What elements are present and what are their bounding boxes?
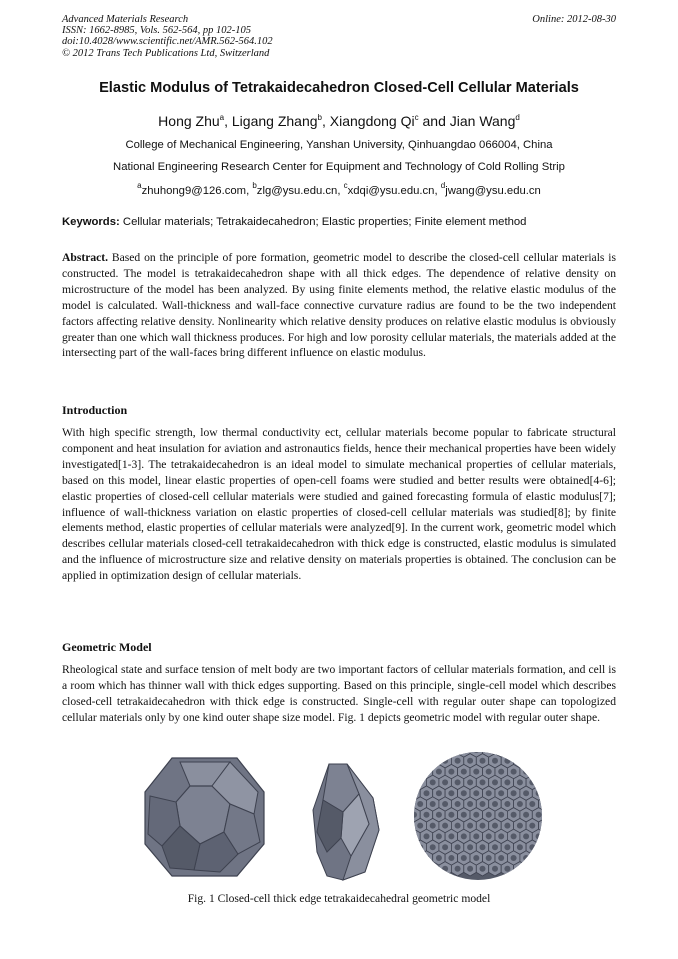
- email-sup: c: [343, 181, 348, 190]
- email-address[interactable]: xdqi@ysu.edu.cn: [347, 185, 435, 197]
- assembly-cell-pore: [517, 823, 523, 829]
- assembly-cell-pore: [511, 833, 517, 839]
- assembly-cell-pore: [442, 779, 448, 785]
- assembly-cell-pore: [492, 823, 498, 829]
- affiliation-college: College of Mechanical Engineering, Yanshan University, Qinhuangdao 066004, China: [125, 139, 553, 151]
- assembly-cell-pore: [442, 823, 448, 829]
- assembly-cell-pore: [517, 758, 523, 764]
- assembly-cell-pore: [424, 769, 430, 775]
- email-sup: b: [252, 181, 257, 190]
- email-separator: ,: [337, 185, 344, 197]
- assembly-cell-pore: [417, 844, 423, 850]
- geometric-model-text: Rheological state and surface tension of melt body are two important factors of cellular materials formation, and cell is a room which has thinner wall with thick edges supporting. Based on this principle, single-cell model which describes closed-cell tetrakaidecahedron with thick edge is constructed. Single-cell with regular outer shape can topologized cellular materials only by one kind outer shape size model. Fig. 1 depicts geometric model with regular outer shape.: [62, 663, 616, 724]
- assembly-cell-pore: [498, 855, 504, 861]
- assembly-cell-pore: [542, 801, 544, 807]
- author-name: Hong Zhu: [158, 113, 220, 129]
- assembly-cell-pore: [455, 844, 461, 850]
- assembly-cell-pore: [517, 801, 523, 807]
- author-name: Ligang Zhang: [231, 113, 318, 129]
- assembly-cell-pore: [424, 855, 430, 861]
- assembly-cell-pore: [486, 833, 492, 839]
- affiliation-center: National Engineering Research Center for Equipment and Technology of Cold Rolling Strip: [113, 161, 565, 173]
- email-sup: d: [440, 181, 446, 190]
- journal-name: Advanced Materials Research: [62, 14, 189, 25]
- assembly-cell-pore: [517, 844, 523, 850]
- email-separator: ,: [246, 185, 253, 197]
- assembly-cell-pore: [455, 866, 461, 872]
- assembly-cell-pore: [486, 855, 492, 861]
- assembly-cell-pore: [529, 779, 535, 785]
- assembly-cell-pore: [442, 801, 448, 807]
- assembly-cell-pore: [480, 823, 486, 829]
- author-sup: c: [414, 113, 419, 122]
- assembly-cell-pore: [523, 790, 529, 796]
- assembly-cell-pore: [436, 855, 442, 861]
- assembly-cell-pore: [467, 844, 473, 850]
- assembly-cell-pore: [417, 801, 423, 807]
- assembly-cell-pore: [467, 758, 473, 764]
- assembly-cell-pore: [461, 747, 467, 753]
- assembly-cell-pore: [430, 823, 436, 829]
- assembly-cell-pore: [517, 779, 523, 785]
- assembly-cell-pore: [448, 855, 454, 861]
- assembly-cell-pore: [461, 769, 467, 775]
- assembly-cell-pore: [424, 790, 430, 796]
- author-sup: b: [317, 113, 322, 122]
- assembly-cell-pore: [498, 747, 504, 753]
- figure-caption: Fig. 1 Closed-cell thick edge tetrakaidecahedral geometric model: [187, 892, 491, 905]
- assembly-cell-pore: [511, 790, 517, 796]
- assembly-cell-pore: [529, 823, 535, 829]
- assembly-cell-pore: [442, 758, 448, 764]
- author-separator: and: [418, 113, 450, 129]
- assembly-cell-pore: [473, 747, 479, 753]
- journal-issn: ISSN: 1662-8985, Vols. 562-564, pp 102-105: [62, 25, 251, 37]
- email-list: [40, 181, 638, 197]
- assembly-cell-pore: [523, 812, 529, 818]
- author-separator: ,: [321, 113, 330, 129]
- assembly-cell-pore: [430, 866, 436, 872]
- author-sup: a: [219, 113, 225, 122]
- assembly-cell-pore: [461, 790, 467, 796]
- assembly-cell-pore: [455, 801, 461, 807]
- assembly-cell-pore: [486, 812, 492, 818]
- tetrakaidecahedron-cell-image: [142, 752, 267, 882]
- assembly-cell-pore: [442, 866, 448, 872]
- keywords-label: Keywords:: [62, 216, 120, 228]
- assembly-cell-pore: [473, 769, 479, 775]
- assembly-cell-pore: [417, 779, 423, 785]
- assembly-cell-pore: [436, 769, 442, 775]
- assembly-cell-pore: [480, 779, 486, 785]
- assembly-cell-pore: [467, 801, 473, 807]
- assembly-cell-pore: [492, 866, 498, 872]
- assembly-cell-pore: [523, 855, 529, 861]
- cellular-assembly-image: [412, 746, 544, 886]
- assembly-cell-pore: [455, 758, 461, 764]
- assembly-cell-pore: [442, 844, 448, 850]
- assembly-cell-pore: [498, 833, 504, 839]
- assembly-cell-pore: [467, 823, 473, 829]
- assembly-cell-pore: [529, 801, 535, 807]
- assembly-cell-pore: [504, 866, 510, 872]
- assembly-cell-pore: [523, 833, 529, 839]
- assembly-cell-pore: [480, 844, 486, 850]
- assembly-cell-pore: [461, 812, 467, 818]
- assembly-cell-pore: [424, 833, 430, 839]
- assembly-cell-pore: [486, 790, 492, 796]
- assembly-cell-pore: [430, 844, 436, 850]
- assembly-cell-pore: [480, 866, 486, 872]
- assembly-cell-pore: [529, 844, 535, 850]
- assembly-cell-pore: [504, 844, 510, 850]
- assembly-cell-pore: [504, 823, 510, 829]
- online-date: Online: 2012-08-30: [532, 14, 616, 25]
- assembly-cell-pore: [498, 790, 504, 796]
- abstract-label: Abstract.: [62, 251, 109, 264]
- assembly-cell-pore: [448, 769, 454, 775]
- assembly-cell-pore: [504, 801, 510, 807]
- assembly-cell-pore: [542, 823, 544, 829]
- assembly-cell: [414, 840, 427, 854]
- email-address[interactable]: zhuhong9@126.com: [141, 185, 247, 197]
- assembly-cell-pore: [473, 790, 479, 796]
- assembly-cell-pore: [448, 790, 454, 796]
- journal-doi: doi:10.4028/www.scientific.net/AMR.562-564.102: [62, 36, 273, 48]
- assembly-cell-pore: [448, 812, 454, 818]
- paper-title: Elastic Modulus of Tetrakaidecahedron Closed-Cell Cellular Materials: [99, 80, 579, 96]
- assembly-cell-pore: [517, 866, 523, 872]
- assembly-cell-pore: [536, 790, 542, 796]
- journal-copyright: © 2012 Trans Tech Publications Ltd, Switzerland: [62, 47, 270, 59]
- assembly-cell-pore: [473, 833, 479, 839]
- assembly-cell-pore: [473, 812, 479, 818]
- assembly-cell-pore: [536, 833, 542, 839]
- assembly-cell-pore: [467, 866, 473, 872]
- assembly-cell-pore: [424, 812, 430, 818]
- assembly-cell-pore: [523, 769, 529, 775]
- assembly-cell-pore: [467, 779, 473, 785]
- keywords: [62, 216, 622, 228]
- assembly-cell-pore: [511, 855, 517, 861]
- assembly-cell: [420, 851, 433, 865]
- assembly-cell-pore: [498, 769, 504, 775]
- assembly-cell-pore: [536, 812, 542, 818]
- assembly-cell-pore: [461, 855, 467, 861]
- assembly-cell-pore: [504, 758, 510, 764]
- assembly-cell-pore: [417, 823, 423, 829]
- author-sup: d: [515, 113, 520, 122]
- assembly-cell-pore: [492, 801, 498, 807]
- email-sup: a: [137, 181, 142, 190]
- assembly-cell-pore: [511, 769, 517, 775]
- assembly-cell-pore: [455, 823, 461, 829]
- abstract-text: Based on the principle of pore formation, geometric model to describe the closed-cell cellular materials is constructed. The model is tetrakaidecahedron shape with all thick edges. The dependence of relative density on microstructure of the model has been analyzed. By using finite elements method, the relative elastic modulus of the model is calculated. Wall-thickness and wall-face connective curvature radius are found to be the two independent factors affecting relative density. Nonlinearity which relative density produces on relative elastic modulus is obviously greater than one which wall thickness produces. For high and low porosity cellular materials, the materials added at the intersecting part of the wall-faces bring different influence on elastic modulus.: [62, 251, 616, 360]
- assembly-cell-pore: [486, 747, 492, 753]
- assembly-cell-pore: [430, 779, 436, 785]
- assembly-cell-pore: [504, 779, 510, 785]
- assembly-cell-pore: [436, 812, 442, 818]
- author-list: [40, 113, 638, 129]
- journal-header: [62, 14, 273, 59]
- assembly-cell-pore: [412, 790, 417, 796]
- assembly-cell-pore: [492, 779, 498, 785]
- introduction-text: With high specific strength, low thermal conductivity ect, cellular materials become popular to fabricate structural component and heat insulation for aviation and astronautics fields, hence their mechanical properties have been widely investigated[1-3]. The tetrakaidecahedron is an ideal model to simulate mechanical properties of cellular materials, based on this model, linear elastic properties of open-cell foams were studied and better results were obtained[4-6]; elastic properties of closed-cell cellular materials were studied and gained forecasting formula of elastic modulus[7]; influence of wall-thickness variation on elastic properties of closed-cell cellular materials was studied[8]; by finite elements method, elastic properties of cellular materials were analyzed[9]. In the current work, geometric model which describes cellular materials closed-cell tetrakaidecahedron with thick edge is constructed, elastic modulus is simulated and the influence of microstructure size and relative density on materials properties is obtained. The conclusion can be applied in optimization design of cellular materials.: [62, 426, 616, 583]
- author-name: Jian Wang: [449, 113, 516, 129]
- author-name: Xiangdong Qi: [329, 113, 415, 129]
- assembly-cell-pore: [455, 779, 461, 785]
- section-heading-geometric-model: Geometric Model: [62, 640, 152, 654]
- author-separator: ,: [224, 113, 232, 129]
- email-address[interactable]: zlg@ysu.edu.cn: [256, 185, 338, 197]
- assembly-cell-pore: [511, 812, 517, 818]
- cell-cross-section-image: [307, 760, 385, 884]
- assembly-cell-pore: [436, 790, 442, 796]
- assembly-cell-pore: [473, 855, 479, 861]
- assembly-cell-pore: [436, 833, 442, 839]
- assembly-cell: [426, 862, 439, 876]
- assembly-cell-pore: [492, 758, 498, 764]
- assembly-cell-pore: [461, 833, 467, 839]
- abstract: [62, 250, 616, 361]
- keywords-text: Cellular materials; Tetrakaidecahedron; Elastic properties; Finite element method: [122, 216, 527, 228]
- assembly-cell-pore: [412, 833, 417, 839]
- assembly-cell-pore: [480, 801, 486, 807]
- assembly-cell-pore: [486, 769, 492, 775]
- assembly-cell-pore: [448, 833, 454, 839]
- assembly-cell-pore: [480, 758, 486, 764]
- email-address[interactable]: jwang@ysu.edu.cn: [445, 185, 541, 197]
- assembly-cell-pore: [430, 801, 436, 807]
- assembly-cell-pore: [492, 844, 498, 850]
- assembly-cell-pore: [498, 812, 504, 818]
- assembly-cell: [514, 862, 527, 876]
- section-heading-introduction: Introduction: [62, 403, 128, 417]
- email-separator: ,: [434, 185, 441, 197]
